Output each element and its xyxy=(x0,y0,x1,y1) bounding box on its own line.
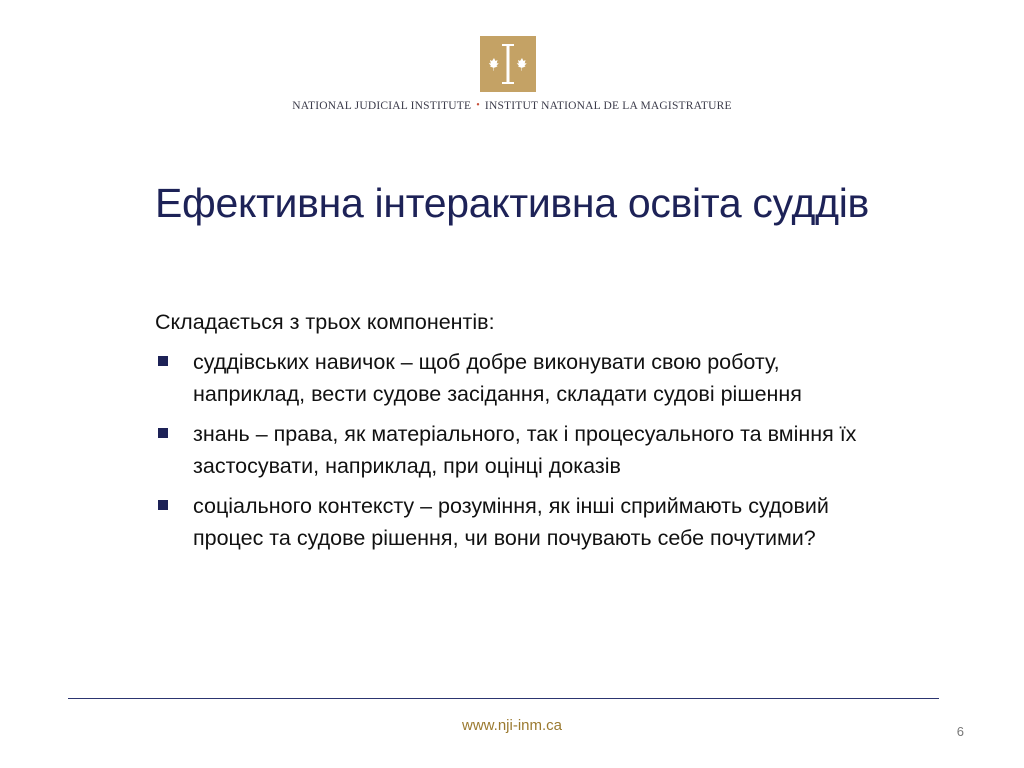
institute-name-en: NATIONAL JUDICIAL INSTITUTE xyxy=(292,100,472,112)
page-number: 6 xyxy=(956,724,964,739)
bullet-item-knowledge xyxy=(155,418,875,482)
footer-divider xyxy=(68,698,939,699)
judicial-institute-logo-icon xyxy=(480,36,536,92)
bullet-item-skills xyxy=(155,346,875,410)
square-bullet-icon xyxy=(158,428,168,438)
bullet-text: соціального контексту – розуміння, як інші сприймають судовий процес та судове рішення, чи вони почувають себе почутими? xyxy=(193,494,829,550)
footer-url-link[interactable]: www.nji-inm.ca xyxy=(461,717,563,734)
bullet-text: знань – права, як матеріального, так і процесуального та вміння їх застосувати, наприклад, при оцінці доказів xyxy=(193,422,857,478)
institute-name xyxy=(0,100,1024,112)
square-bullet-icon xyxy=(158,500,168,510)
slide-content xyxy=(155,306,875,562)
bullet-list xyxy=(155,346,875,554)
bullet-item-social-context xyxy=(155,490,875,554)
bullet-text: суддівських навичок – щоб добре виконувати свою роботу, наприклад, вести судове засідання, складати судові рішення xyxy=(193,350,802,406)
slide-title: Ефективна інтерактивна освіта суддів xyxy=(154,180,870,226)
institute-separator: • xyxy=(476,100,480,111)
institute-name-fr: INSTITUT NATIONAL DE LA MAGISTRATURE xyxy=(484,100,732,112)
intro-text: Складається з трьох компонентів: xyxy=(155,310,495,334)
square-bullet-icon xyxy=(158,356,168,366)
